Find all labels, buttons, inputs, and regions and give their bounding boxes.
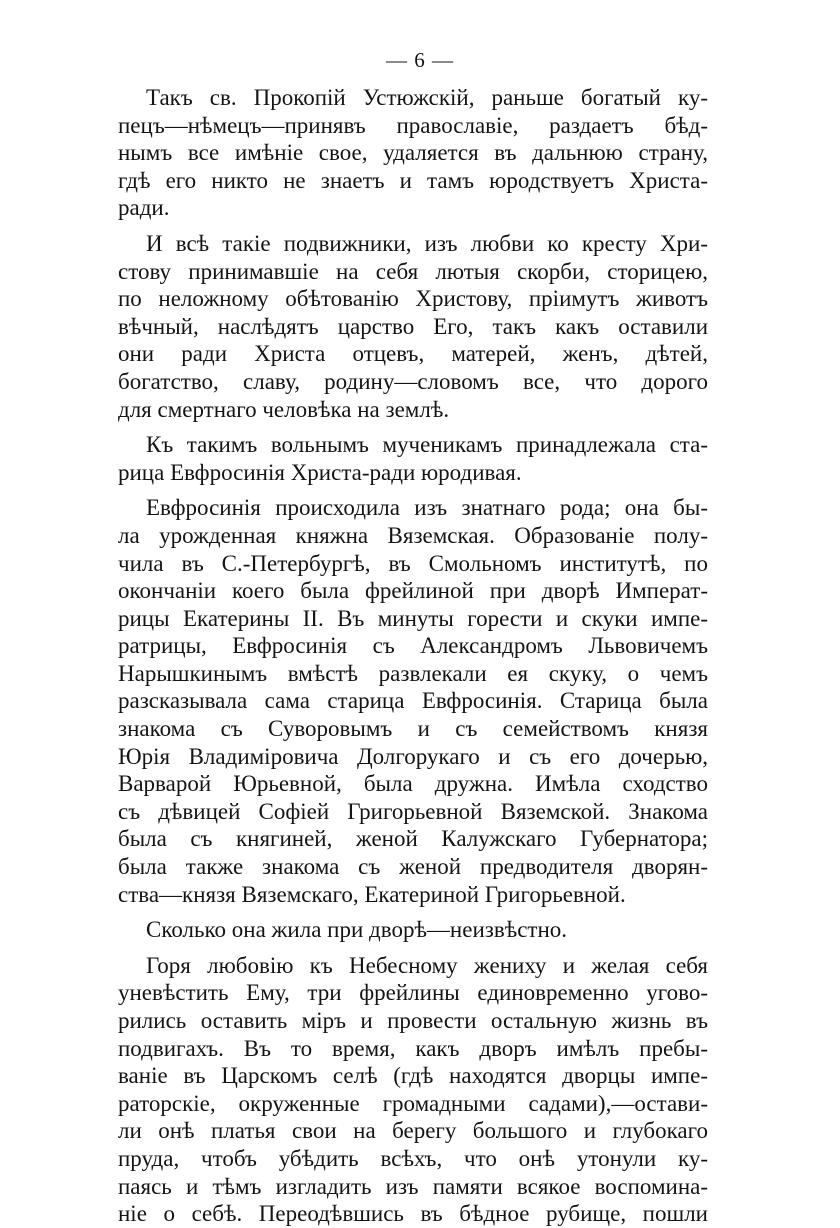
paragraph	[118, 230, 708, 423]
paragraph-gap	[118, 222, 708, 230]
text-line: ради.	[118, 195, 170, 221]
text-line: стову принимавшіе на себя лютыя скорби, сторицею,	[118, 258, 708, 284]
text-line: паясь и тѣмъ изгладить изъ памяти всякое воспомина-	[118, 1173, 708, 1199]
text-line: гдѣ его никто не знаетъ и тамъ юродствуетъ Христа-	[118, 167, 708, 193]
text-line: знакома съ Суворовымъ и съ семействомъ князя	[118, 716, 708, 742]
text-line: ваніе въ Царскомъ селѣ (гдѣ находятся дворцы импе-	[118, 1063, 708, 1089]
text-line: рицы Екатерины II. Въ минуты горести и скуки импе-	[118, 605, 708, 631]
text-line: ла урожденная княжна Вяземская. Образованіе полу-	[118, 522, 708, 548]
paragraph	[118, 494, 708, 908]
text-line: они ради Христа отцевъ, матерей, женъ, дѣтей,	[118, 341, 708, 367]
paragraph	[118, 952, 708, 1228]
text-line: была также знакома съ женой предводителя дворян-	[118, 854, 708, 880]
text-line: была съ княгиней, женой Калужскаго Губернатора;	[118, 826, 708, 852]
text-line: пруда, чтобъ убѣдить всѣхъ, что онѣ утонули ку-	[118, 1145, 708, 1171]
text-line: Юрія Владиміровича Долгорукаго и съ его дочерью,	[118, 743, 708, 769]
text-line: Такъ св. Прокопій Устюжскій, раньше богатый ку-	[146, 85, 708, 110]
text-line: Сколько она жила при дворѣ—неизвѣстно.	[146, 917, 568, 943]
text-line: рица Евфросинія Христа-ради юродивая.	[118, 459, 522, 485]
paragraph-gap	[118, 486, 708, 494]
text-line: чила въ С.-Петербургѣ, въ Смольномъ институтѣ, по	[118, 550, 708, 576]
text-line: Нарышкинымъ вмѣстѣ развлекали ея скуку, о чемъ	[118, 660, 708, 686]
text-line: Къ такимъ вольнымъ мученикамъ принадлежала ста-	[146, 432, 708, 458]
text-line: Варварой Юрьевной, была дружна. Имѣла сходство	[118, 771, 708, 797]
text-line: пецъ—нѣмецъ—принявъ православіе, раздаетъ бѣд-	[118, 112, 708, 138]
page-number: — 6 —	[386, 48, 454, 72]
text-line: по неложному обѣтованію Христову, пріимутъ животъ	[118, 286, 708, 312]
text-line: окончаніи коего была фрейлиной при дворѣ Императ-	[118, 578, 708, 604]
text-line: вѣчный, наслѣдятъ царство Его, такъ какъ оставили	[118, 313, 708, 339]
text-line: для смертнаго человѣка на землѣ.	[118, 396, 450, 422]
paragraph	[118, 84, 708, 222]
text-line: ли онѣ платья свои на берегу большого и глубокаго	[118, 1118, 708, 1144]
text-line: рились оставить міръ и провести остальную жизнь въ	[118, 1008, 708, 1033]
paragraph-gap	[118, 423, 708, 431]
text-line: раторскіе, окруженные громадными садами),—остави-	[118, 1090, 708, 1116]
text-line: уневѣстить Ему, три фрейлины единовременно угово-	[118, 980, 708, 1006]
text-line: разсказывала сама старица Евфросинія. Старица была	[118, 688, 708, 714]
text-line: ніе о себѣ. Переодѣвшись въ бѣдное рубище, пошли	[118, 1201, 708, 1227]
paragraph-gap	[118, 944, 708, 952]
text-line: ства—князя Вяземскаго, Екатериной Григорьевной.	[118, 881, 626, 907]
text-line: Горя любовію къ Небесному жениху и желая себя	[146, 952, 708, 978]
text-line: богатство, славу, родину—словомъ все, что дорого	[118, 368, 708, 394]
text-line: И всѣ такіе подвижники, изъ любви ко кресту Хри-	[146, 230, 708, 256]
text-line: ратрицы, Евфросинія съ Александромъ Львовичемъ	[118, 633, 708, 659]
paragraph-gap	[118, 908, 708, 916]
paragraph	[118, 431, 708, 486]
text-line: нымъ все имѣніе свое, удаляется въ дальнюю страну,	[118, 140, 708, 166]
text-line: съ дѣвицей Софіей Григорьевной Вяземской. Знакома	[118, 798, 708, 824]
text-line: подвигахъ. Въ то время, какъ дворъ имѣлъ пребы-	[118, 1035, 708, 1061]
body-text	[118, 84, 708, 1228]
paragraph	[118, 916, 708, 944]
text-line: Евфросинія происходила изъ знатнаго рода; она бы-	[146, 495, 708, 521]
